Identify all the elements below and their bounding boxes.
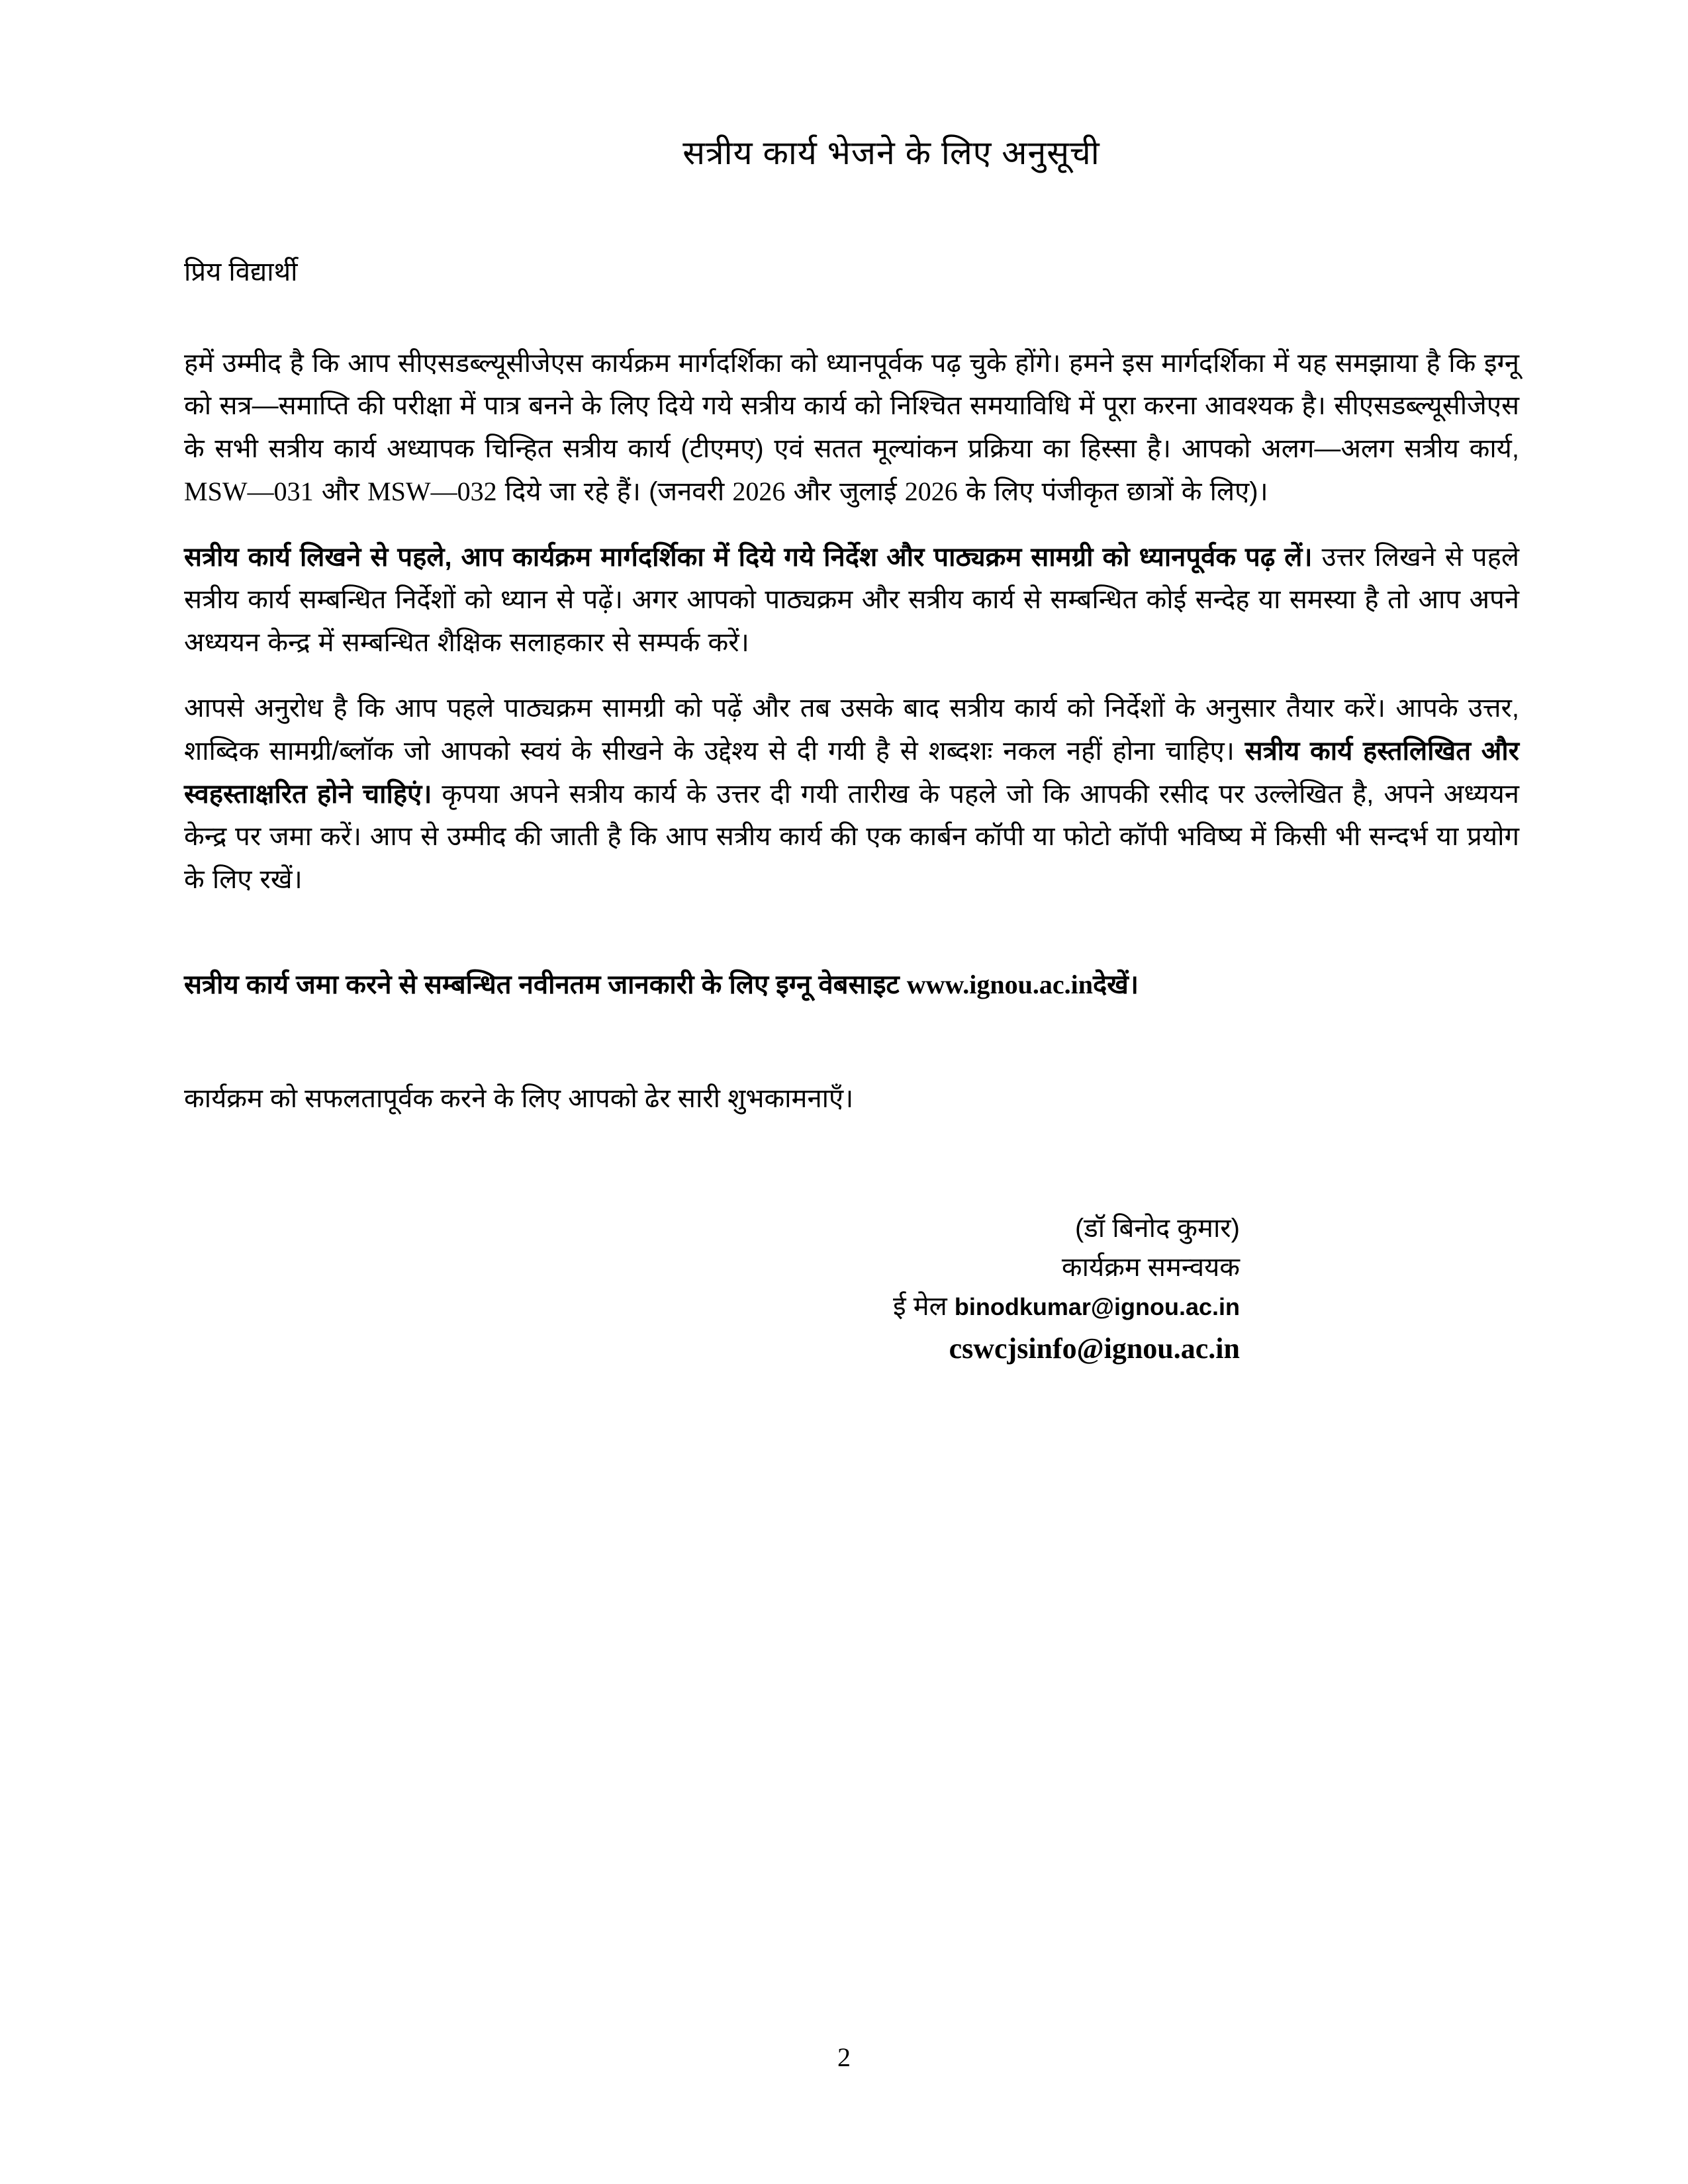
paragraph-intro-conjunction: और — [313, 477, 368, 506]
signature-block — [184, 1209, 1519, 1370]
paragraph-intro-text-3: और जुलाई — [785, 477, 905, 506]
paragraph-intro-text-2: दिये जा रहे हैं। (जनवरी — [496, 477, 733, 506]
instructions-emphasis: सत्रीय कार्य लिखने से पहले, आप कार्यक्रम मार्गदर्शिका में दिये गये निर्देश और पाठ्यक्रम सामग्री को ध्यानपूर्वक पढ़ लें। — [184, 542, 1313, 572]
website-notice-prefix: सत्रीय कार्य जमा करने से सम्बन्धित नवीनतम जानकारी के लिए इग्नू वेबसाइट — [184, 970, 907, 1000]
signatory-name: (डॉ बिनोद कुमार) — [1075, 1214, 1240, 1244]
signatory-email-primary — [184, 1287, 1240, 1326]
page-title: सत्रीय कार्य भेजने के लिए अनुसूची — [682, 134, 1100, 171]
instructions-text: उत्तर लिखने से पहले सत्रीय कार्य सम्बन्धित निर्देशों को ध्यान से पढ़ें। अगर आपको पाठ्यक्रम और सत्रीय कार्य से सम्बन्धित कोई सन्देह या समस्या है तो आप अपने अध्ययन केन्द्र में सम्बन्धित शैक्षिक सलाहकार से सम्पर्क करें। — [184, 542, 1519, 658]
signatory-email-secondary[interactable]: cswcjsinfo@ignou.ac.in — [949, 1332, 1240, 1365]
session-year-january: 2026 — [732, 476, 786, 506]
page-number: 2 — [837, 2042, 851, 2072]
paragraph-intro-text-1: हमें उम्मीद है कि आप सीएसडब्ल्यूसीजेएस कार्यक्रम मार्गदर्शिका को ध्यानपूर्वक पढ़ चुके होंगे। हमने इस मार्गदर्शिका में यह समझाया है कि इग्नू को सत्र—समाप्ति की परीक्षा में पात्र बनने के लिए दिये गये सत्रीय कार्य को निश्चित समयाविधि में पूरा करना आवश्यक है। सीएसडब्ल्यूसीजेएस के सभी सत्रीय कार्य अध्यापक चिन्हित सत्रीय कार्य (टीएमए) एवं सतत मूल्यांकन प्रक्रिया का हिस्सा है। आपको अलग—अलग सत्रीय कार्य, — [184, 348, 1519, 464]
ignou-website-link[interactable]: www.ignou.ac.in — [906, 970, 1093, 1000]
website-notice-suffix: देखें। — [1092, 970, 1139, 1000]
email-label: ई मेल — [892, 1292, 955, 1322]
paragraph-instructions — [184, 536, 1519, 664]
course-code-msw032: MSW—032 — [367, 476, 497, 506]
salutation: प्रिय विद्यार्थी — [184, 257, 298, 287]
closing-wishes: कार्यक्रम को सफलतापूर्वक करने के लिए आपको ढेर सारी शुभकामनाएँ। — [184, 1084, 854, 1114]
email-address-binodkumar[interactable]: binodkumar@ignou.ac.in — [954, 1293, 1240, 1321]
website-notice — [184, 964, 1519, 1006]
preparation-text-1: आपसे अनुरोध है कि आप पहले पाठ्यक्रम सामग्री को पढ़ें और तब उसके बाद सत्रीय कार्य को निर्देशों के अनुसार तैयार करें। आपके उत्तर, शाब्दिक सामग्री/ब्लॉक जो आपको स्वयं के सीखने के उद्देश्य से दी गयी है से शब्दशः नकल नहीं होना चाहिए। — [184, 694, 1519, 766]
paragraph-preparation — [184, 687, 1519, 901]
preparation-text-2: कृपया अपने सत्रीय कार्य के उत्तर दी गयी तारीख के पहले जो कि आपकी रसीद पर उल्लेखित है, अपने अध्ययन केन्द्र पर जमा करें। आप से उम्मीद की जाती है कि आप सत्रीय कार्य की एक कार्बन कॉपी या फोटो कॉपी भविष्य में किसी भी सन्दर्भ या प्रयोग के लिए रखें। — [184, 779, 1519, 895]
paragraph-intro-text-4: के लिए पंजीकृत छात्रों के लिए)। — [957, 477, 1268, 506]
handwritten-emphasis: सत्रीय कार्य हस्तलिखित और स्वहस्ताक्षरित होने चाहिएं। — [184, 736, 1519, 809]
signatory-designation: कार्यक्रम समन्वयक — [1061, 1253, 1240, 1283]
session-year-july: 2026 — [904, 476, 958, 506]
paragraph-intro — [184, 342, 1519, 514]
course-code-msw031: MSW—031 — [184, 476, 314, 506]
